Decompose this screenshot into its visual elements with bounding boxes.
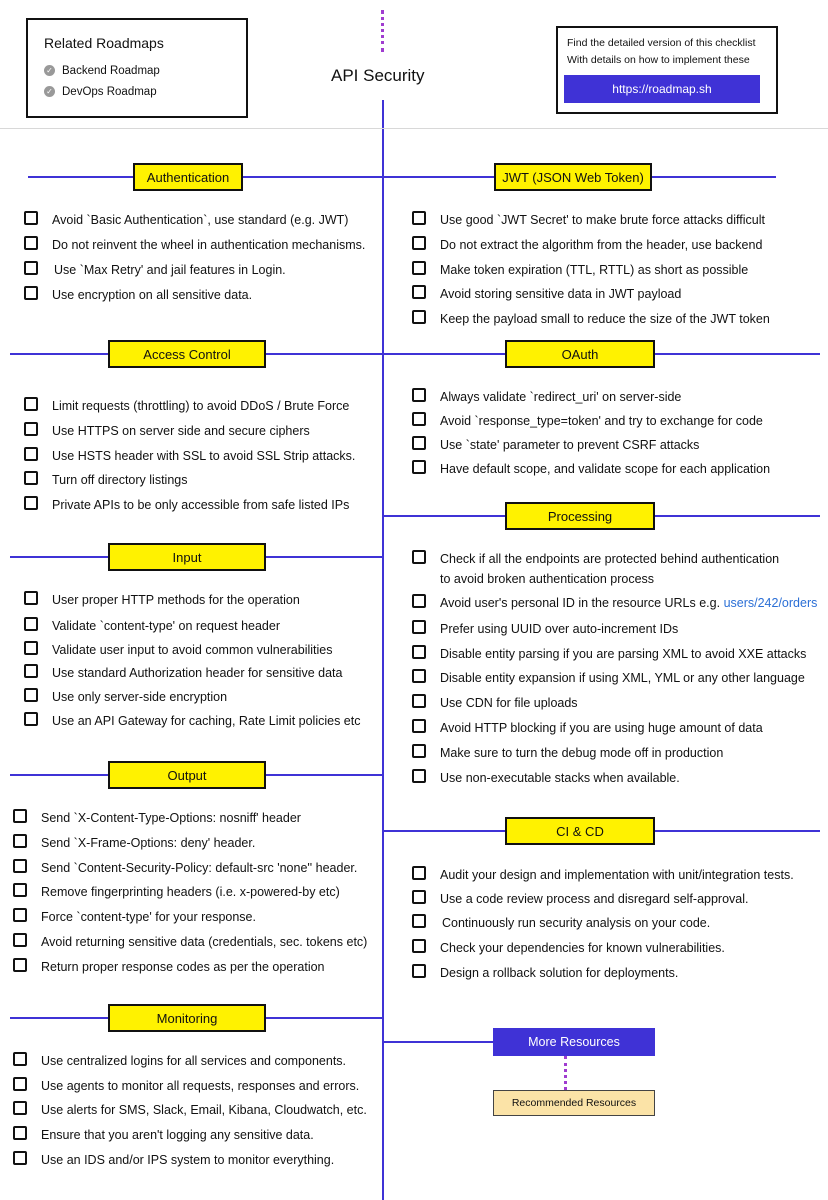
checkbox[interactable] [24,471,38,485]
example-url-link[interactable]: users/242/orders [723,596,818,610]
checkbox[interactable] [412,412,426,426]
checkbox[interactable] [412,645,426,659]
checkbox[interactable] [13,859,27,873]
checkbox[interactable] [24,236,38,250]
checkbox[interactable] [13,834,27,848]
checkbox[interactable] [412,939,426,953]
checkbox[interactable] [13,1052,27,1066]
checkbox[interactable] [24,286,38,300]
topic-authentication[interactable]: Authentication [133,163,243,191]
topic-processing[interactable]: Processing [505,502,655,530]
topic-input[interactable]: Input [108,543,266,571]
checkbox[interactable] [13,908,27,922]
checkbox[interactable] [13,1151,27,1165]
checkbox[interactable] [24,496,38,510]
related-item-backend[interactable]: ✓ Backend Roadmap [44,65,160,77]
checkbox[interactable] [13,958,27,972]
checkbox[interactable] [24,261,38,275]
info-panel [556,26,778,114]
main-spine [382,100,384,1200]
checkbox[interactable] [412,866,426,880]
topic-output[interactable]: Output [108,761,266,789]
checkbox[interactable] [412,236,426,250]
page-title: API Security [331,66,425,85]
checkbox[interactable] [24,664,38,678]
checkbox[interactable] [412,594,426,608]
checkbox[interactable] [412,694,426,708]
checkbox[interactable] [24,447,38,461]
checkbox[interactable] [412,261,426,275]
recommended-resources-button[interactable]: Recommended Resources [493,1090,655,1116]
checkbox[interactable] [412,550,426,564]
checkbox[interactable] [412,285,426,299]
checkbox[interactable] [24,712,38,726]
checkbox[interactable] [24,591,38,605]
related-roadmaps-panel [26,18,248,118]
checkbox[interactable] [13,1077,27,1091]
checkbox[interactable] [13,809,27,823]
checkbox[interactable] [412,769,426,783]
check-circle-icon: ✓ [44,65,55,76]
info-line-1: Find the detailed version of this checklist [567,37,756,49]
checkbox[interactable] [412,669,426,683]
divider-top [0,128,828,129]
checkbox[interactable] [13,933,27,947]
top-dotted-connector [381,10,384,52]
checkbox[interactable] [412,388,426,402]
checkbox[interactable] [412,460,426,474]
checkbox[interactable] [412,211,426,225]
checkbox[interactable] [412,436,426,450]
checkbox[interactable] [24,688,38,702]
checkbox[interactable] [13,1101,27,1115]
topic-oauth[interactable]: OAuth [505,340,655,368]
topic-cicd[interactable]: CI & CD [505,817,655,845]
related-roadmaps-heading: Related Roadmaps [44,35,164,51]
checkbox[interactable] [412,310,426,324]
checkbox[interactable] [412,964,426,978]
resources-dotted-connector [564,1056,567,1090]
info-line-2: With details on how to implement these [567,54,750,66]
related-item-devops[interactable]: ✓ DevOps Roadmap [44,86,157,98]
checkbox[interactable] [24,422,38,436]
topic-access-control[interactable]: Access Control [108,340,266,368]
topic-jwt[interactable]: JWT (JSON Web Token) [494,163,652,191]
checkbox[interactable] [412,914,426,928]
checkbox[interactable] [412,719,426,733]
checkbox[interactable] [13,1126,27,1140]
checkbox[interactable] [412,890,426,904]
checkbox[interactable] [412,744,426,758]
checkbox[interactable] [24,617,38,631]
checkbox[interactable] [24,397,38,411]
more-resources-button[interactable]: More Resources [493,1028,655,1056]
topic-monitoring[interactable]: Monitoring [108,1004,266,1032]
roadmap-link-button[interactable]: https://roadmap.sh [564,75,760,103]
checkbox[interactable] [13,883,27,897]
check-circle-icon: ✓ [44,86,55,97]
checkbox[interactable] [412,620,426,634]
line-more-resources [384,1041,494,1043]
checkbox[interactable] [24,211,38,225]
checkbox[interactable] [24,641,38,655]
